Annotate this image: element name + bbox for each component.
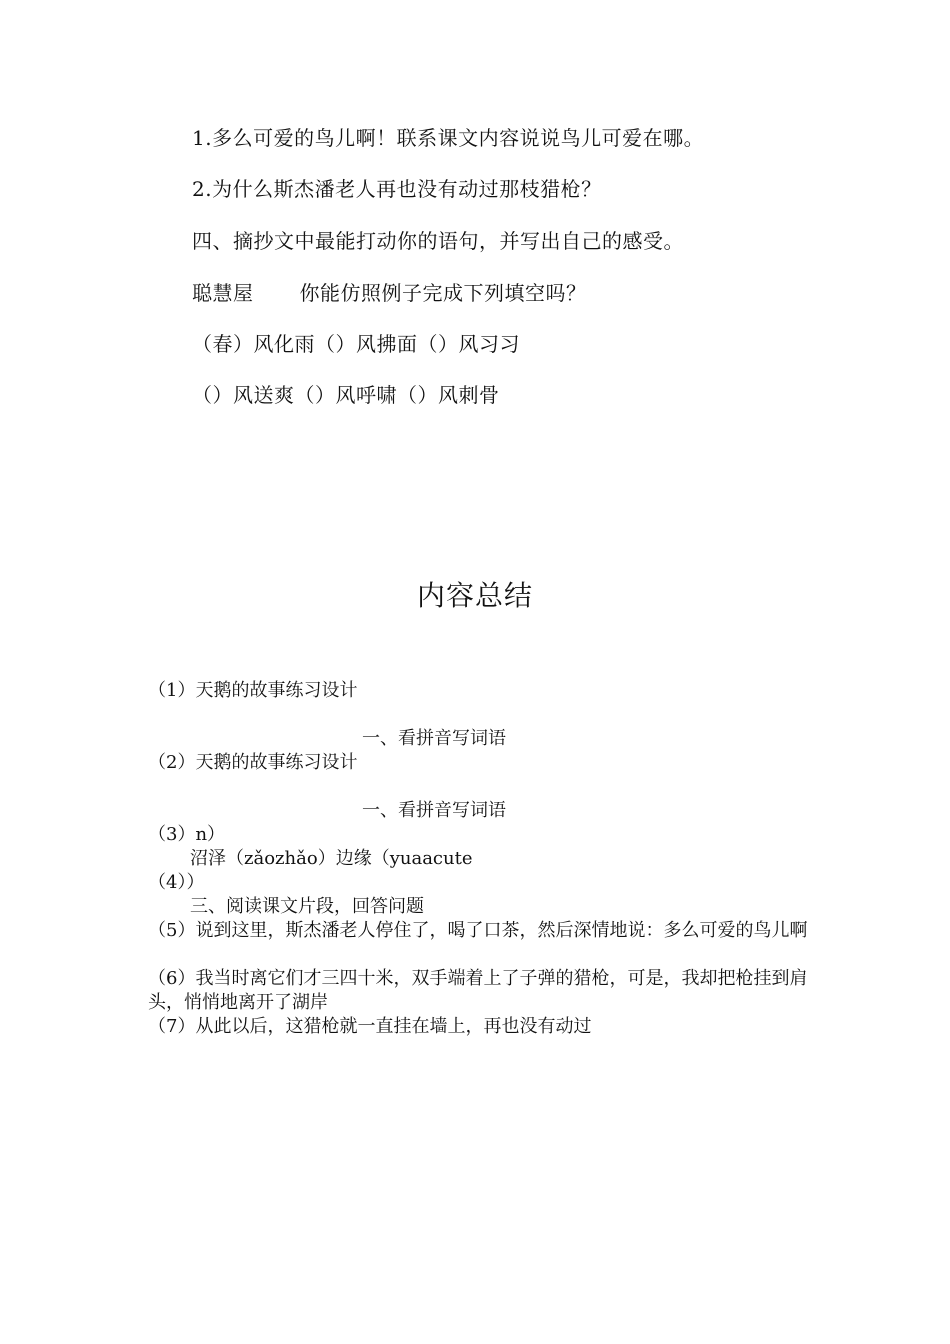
wisdom-prompt: 你能仿照例子完成下列填空吗？ [299, 281, 587, 305]
summary-item: （7）从此以后，这猎枪就一直挂在墙上，再也没有动过 [148, 1016, 592, 1037]
fill-blank-line-1: （春）风化雨（）风拂面（）风习习 [192, 332, 520, 356]
summary-item: 三、阅读课文片段，回答问题 [190, 896, 424, 917]
wisdom-row [192, 280, 587, 306]
fill-blank-line-2: （）风送爽（）风呼啸（）风刺骨 [192, 383, 500, 407]
summary-item: 一、看拼音写词语 [362, 800, 506, 821]
summary-item: （5）说到这里，斯杰潘老人停住了，喝了口茶，然后深情地说：多么可爱的鸟儿啊 [148, 920, 808, 941]
summary-item: （3）n） [148, 824, 226, 845]
wisdom-label: 聪慧屋 [192, 281, 254, 305]
summary-item: （4）） [148, 872, 205, 893]
summary-title: 内容总结 [416, 579, 533, 612]
question-1: 1.多么可爱的鸟儿啊！联系课文内容说说鸟儿可爱在哪。 [192, 126, 705, 150]
summary-item: 一、看拼音写词语 [362, 728, 506, 749]
summary-item: （6）我当时离它们才三四十米，双手端着上了子弹的猎枪，可是，我却把枪挂到肩头，悄悄地离开了湖岸 [148, 968, 808, 1013]
question-2: 2.为什么斯杰潘老人再也没有动过那枝猎枪？ [192, 177, 602, 201]
section-4-heading: 四、摘抄文中最能打动你的语句，并写出自己的感受。 [192, 229, 684, 253]
summary-item: （1）天鹅的故事练习设计 [148, 680, 358, 701]
summary-item: （2）天鹅的故事练习设计 [148, 752, 358, 773]
summary-item: 沼泽（zǎozhǎo）边缘（yuaacute [190, 848, 473, 869]
